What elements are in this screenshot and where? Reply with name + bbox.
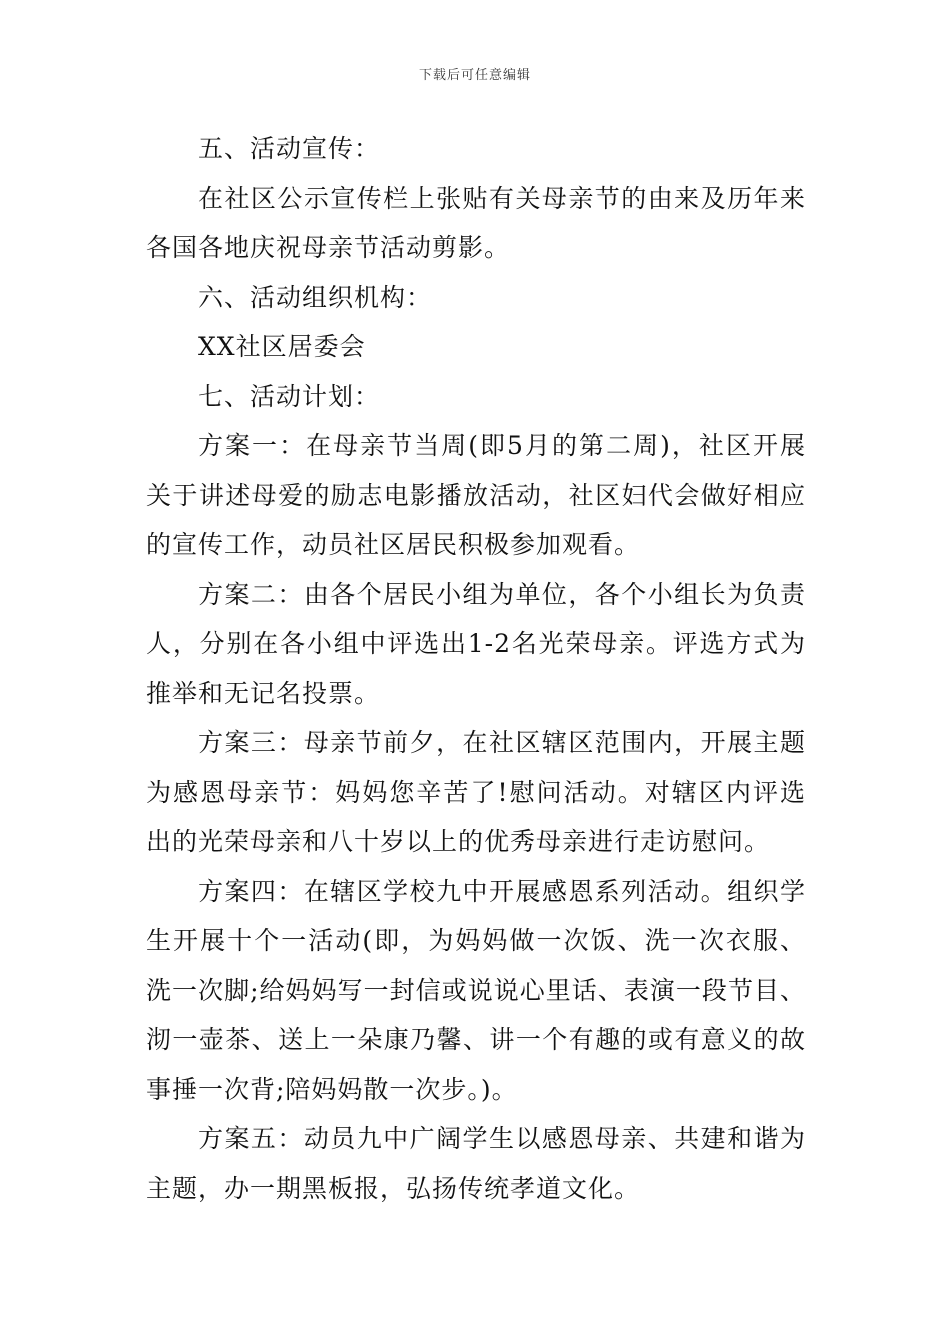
paragraph-plan-2: 方案二：由各个居民小组为单位，各个小组长为负责人，分别在各小组中评选出1-2名光荣母亲。评选方式为推举和无记名投票。 — [146, 579, 806, 708]
page-header-note: 下载后可任意编辑 — [418, 68, 531, 83]
section-heading-plan: 七、活动计划： — [198, 381, 381, 411]
paragraph-plan-1: 方案一：在母亲节当周(即5月的第二周)，社区开展关于讲述母爱的励志电影播放活动，社区妇代会做好相应的宣传工作，动员社区居民积极参加观看。 — [146, 431, 806, 559]
paragraph-plan-4: 方案四：在辖区学校九中开展感恩系列活动。组织学生开展十个一活动(即，为妈妈做一次饭、洗一次衣服、洗一次脚;给妈妈写一封信或说说心里话、表演一段节目、沏一壶茶、送上一朵康乃馨、讲一个有趣的或有意义的故事捶一次背;陪妈妈散一次步。)。 — [146, 876, 806, 1104]
paragraph-organization: XX社区居委会 — [198, 332, 366, 361]
paragraph-plan-3: 方案三：母亲节前夕，在社区辖区范围内，开展主题为感恩母亲节：妈妈您辛苦了!慰问活动。对辖区内评选出的光荣母亲和八十岁以上的优秀母亲进行走访慰问。 — [146, 728, 806, 856]
section-heading-publicity: 五、活动宣传： — [198, 134, 381, 163]
paragraph-plan-5: 方案五：动员九中广阔学生以感恩母亲、共建和谐为主题，办一期黑板报，弘扬传统孝道文化。 — [146, 1124, 806, 1203]
paragraph-publicity: 在社区公示宣传栏上张贴有关母亲节的由来及历年来各国各地庆祝母亲节活动剪影。 — [146, 183, 806, 262]
document-body — [146, 124, 806, 1213]
section-heading-organization: 六、活动组织机构： — [198, 282, 433, 312]
